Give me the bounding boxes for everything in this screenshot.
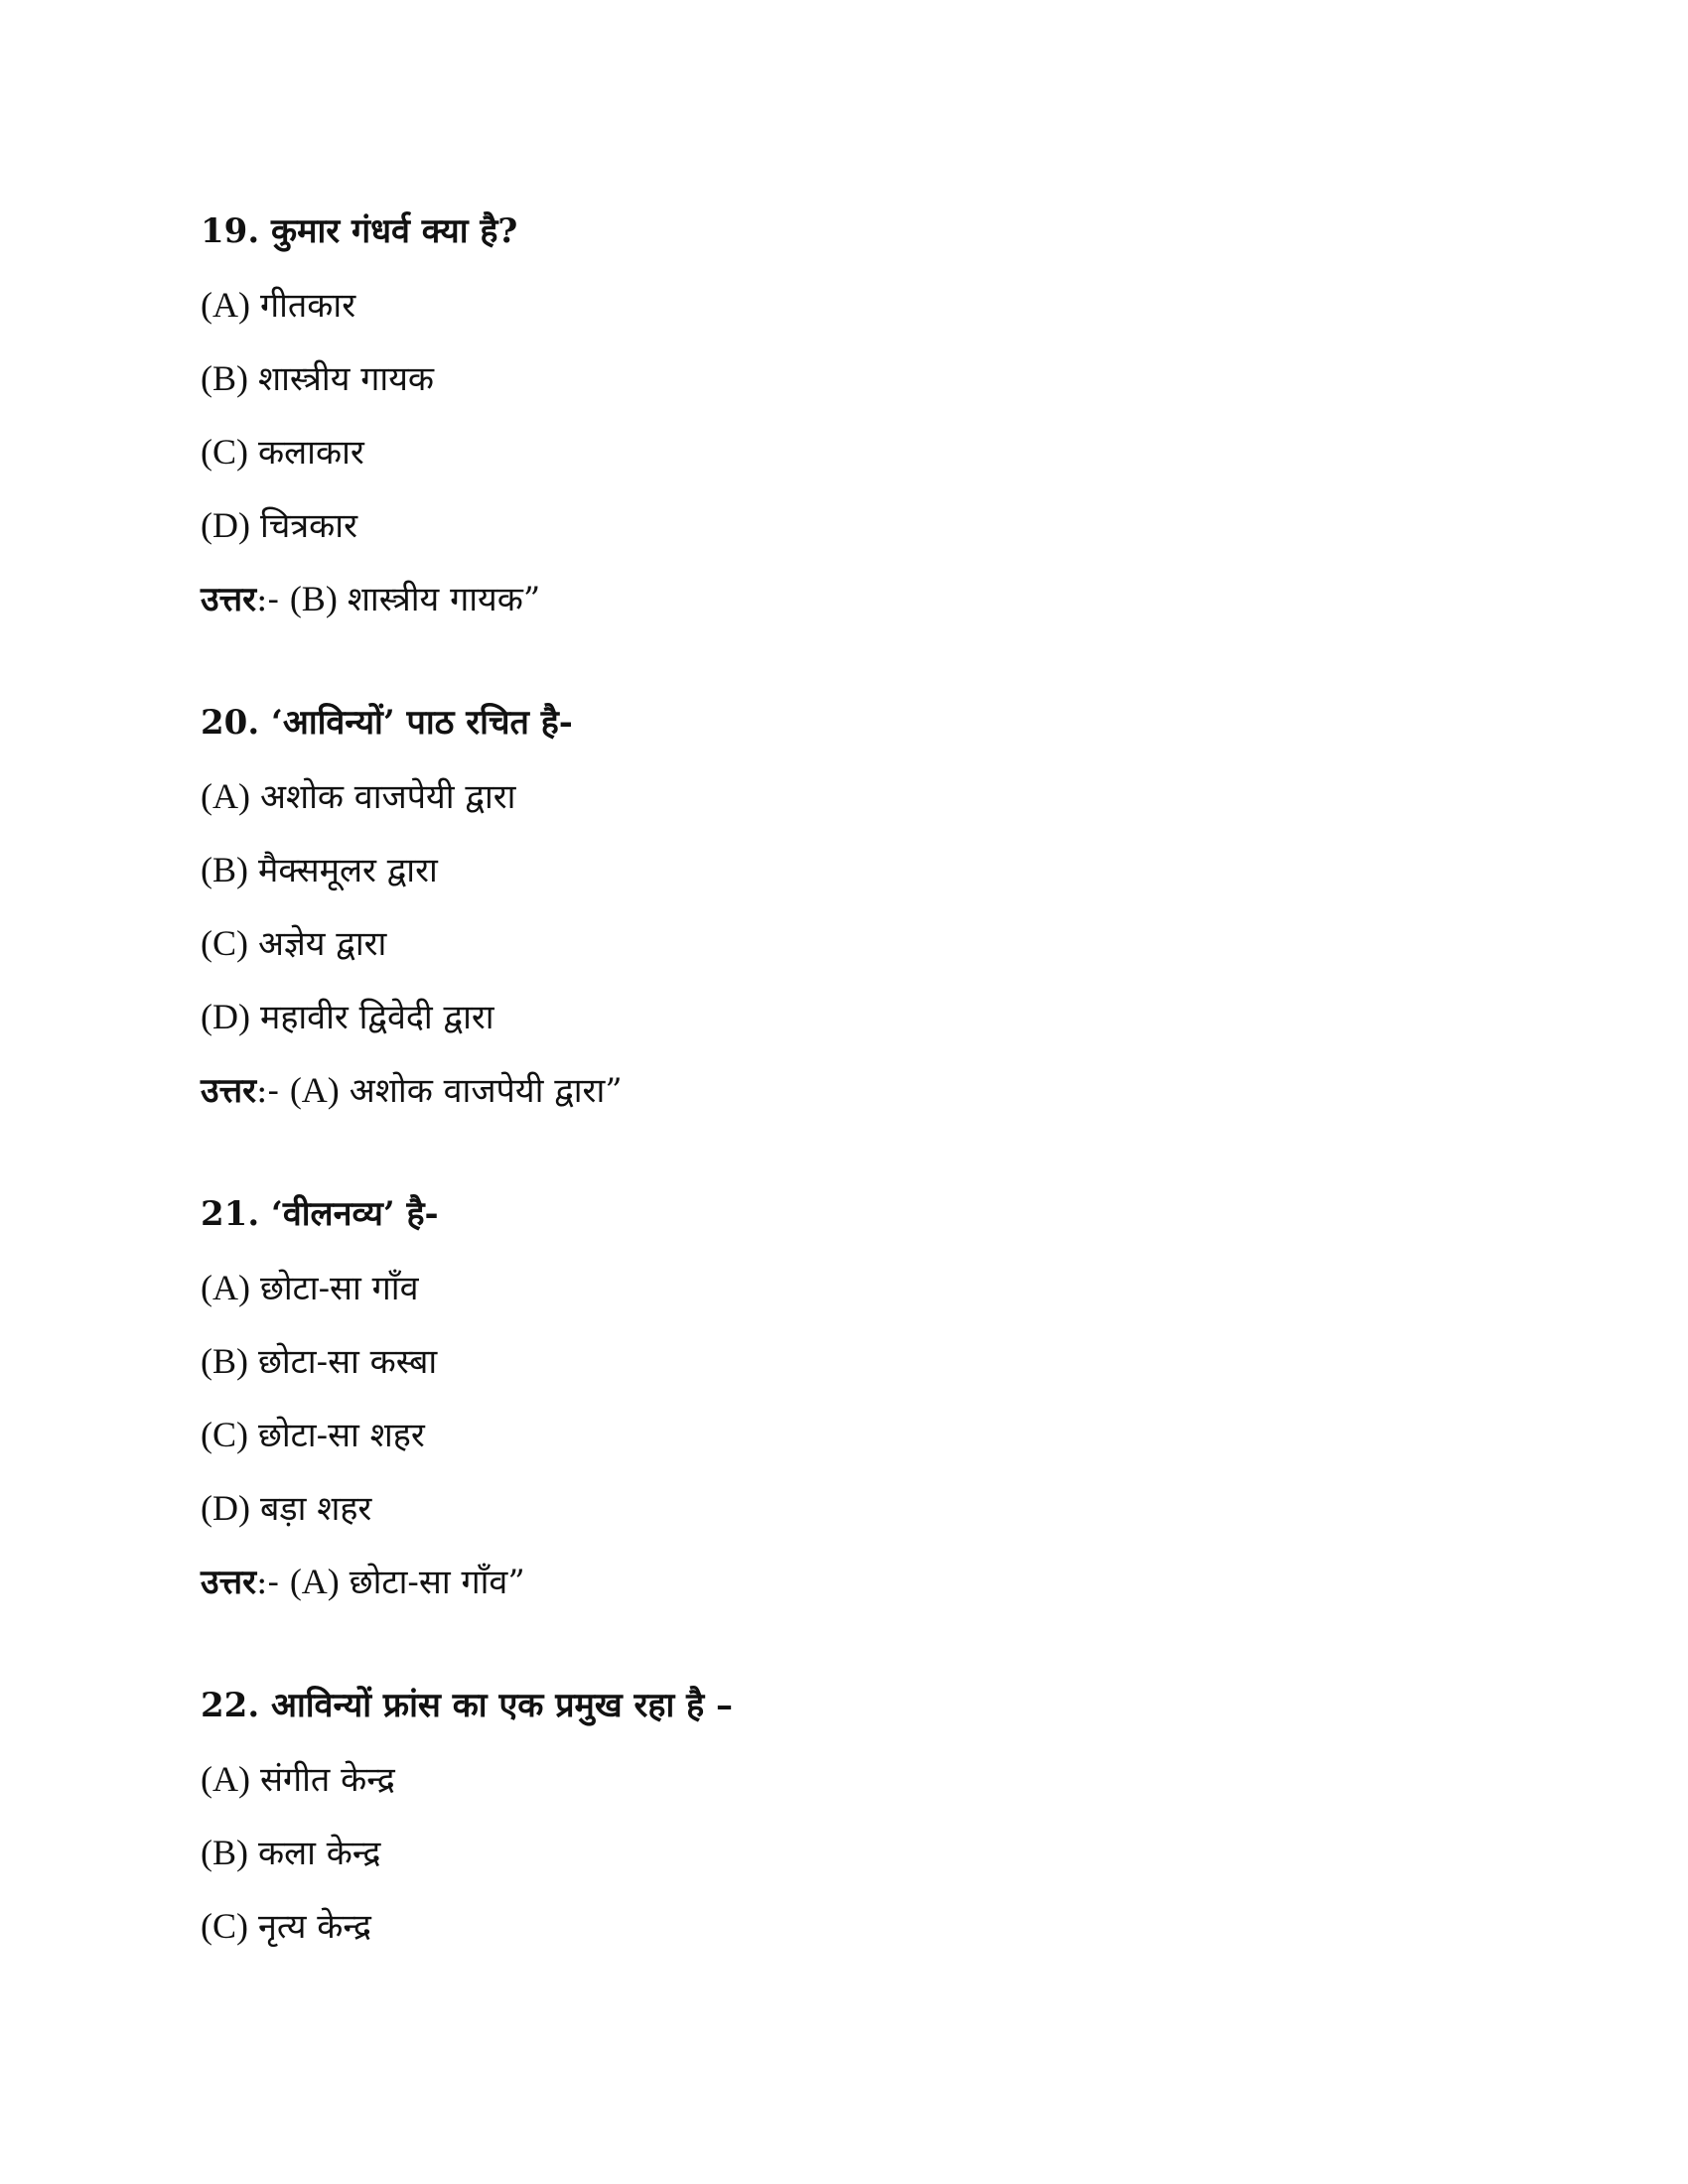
question-text: ‘आविन्यों’ पाठ रचित है-	[271, 703, 573, 743]
answer-separator: :-	[256, 580, 290, 619]
answer-line	[201, 1545, 1491, 1618]
answer-label: उत्तर	[201, 1071, 257, 1111]
option-d	[201, 488, 1491, 562]
option-label: (B)	[201, 1341, 248, 1381]
option-text: महावीर द्विवेदी द्वारा	[259, 998, 494, 1037]
option-label: (C)	[201, 923, 248, 963]
answer-text: छोटा-सा गाँव”	[349, 1563, 525, 1602]
option-c	[201, 906, 1491, 980]
option-label: (C)	[201, 1415, 248, 1454]
option-b	[201, 1324, 1491, 1398]
question-number: 19.	[201, 211, 260, 251]
answer-line	[201, 562, 1491, 635]
option-label: (D)	[201, 1488, 250, 1528]
question-heading	[201, 1669, 1491, 1742]
answer-line	[201, 1053, 1491, 1127]
option-text: शास्त्रीय गायक	[258, 359, 435, 399]
option-c	[201, 1889, 1491, 1963]
option-label: (A)	[201, 1268, 250, 1307]
option-text: कलाकार	[258, 433, 364, 473]
option-label: (D)	[201, 997, 250, 1036]
question-heading	[201, 195, 1491, 268]
option-label: (A)	[201, 776, 250, 816]
question-number: 20.	[201, 703, 260, 743]
option-text: गीतकार	[259, 286, 356, 326]
option-c	[201, 1398, 1491, 1471]
question-20	[201, 686, 1491, 1127]
answer-option: (A)	[289, 1070, 340, 1110]
option-text: संगीत केन्द्र	[259, 1760, 395, 1800]
question-text: आविन्यों फ्रांस का एक प्रमुख रहा है –	[271, 1686, 734, 1725]
question-text: कुमार गंधर्व क्या है?	[271, 211, 518, 251]
option-a	[201, 1251, 1491, 1324]
option-c	[201, 415, 1491, 488]
answer-label: उत्तर	[201, 580, 257, 619]
answer-option: (A)	[289, 1562, 340, 1601]
option-label: (B)	[201, 358, 248, 398]
option-text: छोटा-सा कस्बा	[258, 1342, 438, 1382]
option-b	[201, 833, 1491, 906]
answer-text: शास्त्रीय गायक”	[347, 580, 541, 619]
option-text: बड़ा शहर	[259, 1489, 372, 1529]
question-heading	[201, 1177, 1491, 1251]
option-text: मैक्समूलर द्वारा	[258, 851, 438, 890]
question-number: 21.	[201, 1194, 260, 1234]
option-label: (D)	[201, 505, 250, 545]
answer-label: उत्तर	[201, 1563, 257, 1602]
question-number: 22.	[201, 1686, 260, 1725]
option-b	[201, 341, 1491, 415]
answer-separator: :-	[256, 1071, 290, 1111]
option-label: (B)	[201, 850, 248, 889]
option-text: कला केन्द्र	[258, 1834, 381, 1873]
option-label: (A)	[201, 1759, 250, 1799]
option-d	[201, 980, 1491, 1053]
option-text: छोटा-सा गाँव	[259, 1269, 419, 1308]
option-label: (C)	[201, 1906, 248, 1946]
option-d	[201, 1471, 1491, 1545]
option-label: (A)	[201, 285, 250, 325]
question-21	[201, 1177, 1491, 1618]
answer-text: अशोक वाजपेयी द्वारा”	[349, 1071, 623, 1111]
option-b	[201, 1816, 1491, 1889]
option-label: (B)	[201, 1833, 248, 1872]
answer-separator: :-	[256, 1563, 290, 1602]
option-text: चित्रकार	[259, 506, 357, 546]
option-label: (C)	[201, 432, 248, 472]
document-page	[201, 195, 1491, 2013]
option-a	[201, 1742, 1491, 1816]
question-text: ‘वीलनव्य’ है-	[271, 1194, 439, 1234]
question-heading	[201, 686, 1491, 759]
option-a	[201, 268, 1491, 341]
option-text: अज्ञेय द्वारा	[258, 924, 387, 964]
option-text: नृत्य केन्द्र	[258, 1907, 371, 1947]
option-text: अशोक वाजपेयी द्वारा	[259, 777, 516, 817]
question-22	[201, 1669, 1491, 1963]
question-19	[201, 195, 1491, 635]
option-text: छोटा-सा शहर	[258, 1416, 425, 1455]
option-a	[201, 759, 1491, 833]
answer-option: (B)	[289, 579, 338, 618]
